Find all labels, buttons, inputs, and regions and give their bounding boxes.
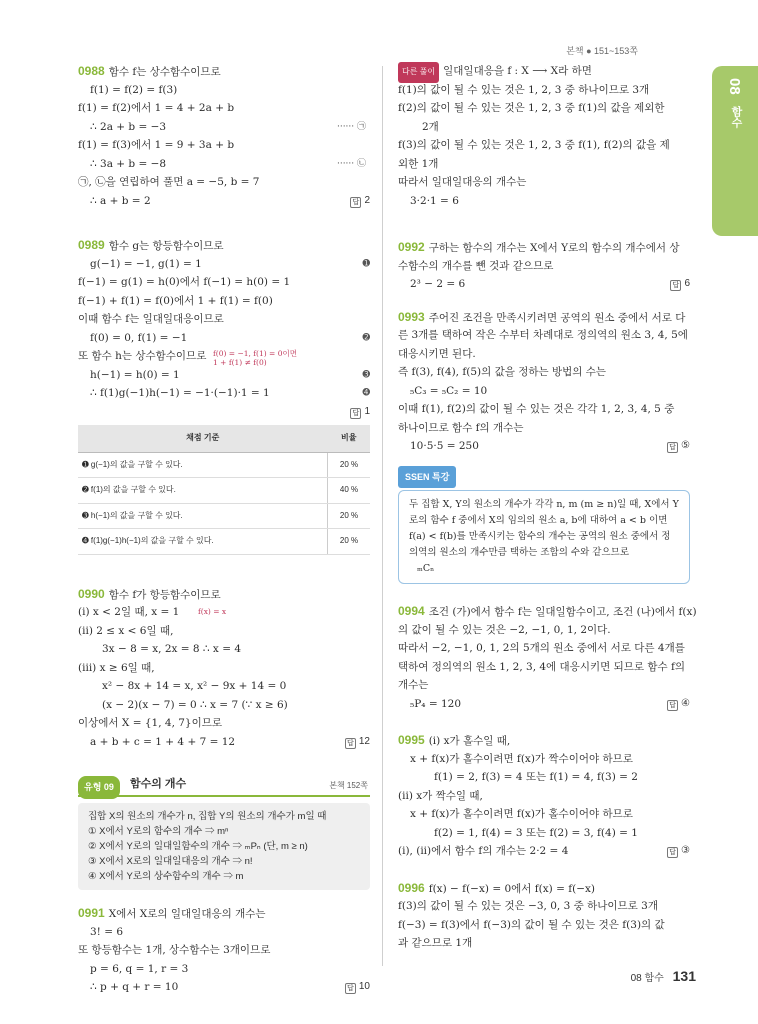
- table-cell: 20 %: [328, 529, 371, 555]
- step-marker: ➍: [362, 388, 370, 398]
- solution-line: x + f(x)가 홀수이려면 f(x)가 짝수이어야 하므로: [410, 752, 633, 765]
- problem-0992: [398, 238, 690, 294]
- scoring-table: [78, 425, 370, 555]
- page-header: [566, 44, 638, 57]
- answer-mark: [670, 275, 690, 294]
- equation-marker: ······ ㉡: [336, 158, 366, 169]
- answer-mark: [350, 403, 370, 422]
- answer-value: ④: [681, 697, 690, 709]
- problem-number: 0992: [398, 240, 425, 254]
- solution-line: f(1) = f(3)에서 1 = 9 + 3a + b: [78, 139, 235, 151]
- table-header: 채점 기준: [78, 425, 328, 452]
- problem-number: 0991: [78, 906, 105, 920]
- solution-line: 3! = 6: [90, 925, 124, 938]
- solution-line: 또 함수 h는 상수함수이므로: [78, 350, 207, 362]
- table-cell: 20 %: [328, 503, 371, 529]
- solution-line: 의 값이 될 수 있는 것은 −2, −1, 0, 1, 2이다.: [398, 623, 611, 636]
- solution-line: 이때 f(1), f(2)의 값이 될 수 있는 것은 각각 1, 2, 3, 4, 5 중: [398, 403, 675, 415]
- solution-line: 함수 f가 항등함수이므로: [108, 588, 221, 601]
- alt-solution-tag: 다른 풀이: [398, 62, 439, 83]
- solution-line: 함수 g는 항등함수이므로: [108, 240, 224, 252]
- solution-line: 일대일대응을 f : X ⟶ X라 하면: [443, 65, 592, 77]
- answer-icon: 답: [667, 847, 678, 858]
- answer-icon: 답: [345, 983, 356, 994]
- ssen-lecture: [398, 466, 690, 585]
- table-cell: ➍ f(1)g(−1)h(−1)의 값을 구할 수 있다.: [78, 529, 328, 555]
- answer-icon: 답: [345, 738, 356, 749]
- solution-line: 3·2·1 = 6: [410, 194, 459, 207]
- solution-line: 하나이므로 함수 f의 개수는: [398, 421, 524, 434]
- problem-0988: [78, 62, 370, 210]
- answer-value: ③: [681, 845, 690, 856]
- page-footer: [631, 968, 696, 984]
- problem-number: 0995: [398, 733, 425, 747]
- solution-line: x² − 8x + 14 = x, x² − 9x + 14 = 0: [102, 680, 287, 692]
- solution-line: ₅C₃ = ₅C₂ = 10: [410, 384, 488, 397]
- solution-line: (x − 2)(x − 7) = 0 ∴ x = 7 (∵ x ≥ 6): [102, 698, 288, 711]
- solution-line: 구하는 함수의 개수는 X에서 Y로의 함수의 개수에서 상: [428, 242, 680, 254]
- solution-line: (i), (ii)에서 함수 f의 개수는 2·2 = 4: [398, 845, 569, 857]
- answer-icon: 답: [670, 280, 681, 291]
- solution-line: ₅P₄ = 120: [410, 697, 461, 710]
- solution-line: X에서 X로의 일대일대응의 개수는: [108, 908, 266, 920]
- summary-line: ① X에서 Y로의 함수의 개수 ⇒ mⁿ: [88, 826, 229, 837]
- solution-line: f(x) − f(−x) = 0에서 f(x) = f(−x): [428, 882, 596, 895]
- footer-chapter: 08 함수: [630, 973, 664, 984]
- solution-line: f(1)의 값이 될 수 있는 것은 1, 2, 3 중 하나이므로 3개: [398, 83, 650, 96]
- header-text: 본책 ● 151~153쪽: [566, 46, 638, 56]
- solution-line: 10·5·5 = 250: [410, 440, 479, 452]
- problem-number: 0994: [398, 604, 425, 618]
- solution-line: 즉 f(3), f(4), f(5)의 값을 정하는 방법의 수는: [398, 366, 607, 378]
- summary-line: ② X에서 Y로의 일대일함수의 개수 ⇒ ₘPₙ (단, m ≥ n): [88, 841, 308, 852]
- type-title: 함수의 개수: [130, 778, 187, 790]
- type-box: [78, 773, 370, 890]
- solution-line: 함수 f는 상수함수이므로: [108, 66, 221, 78]
- answer-mark: [345, 733, 370, 752]
- spacer: [398, 294, 690, 308]
- solution-line: f(2) = 1, f(4) = 3 또는 f(2) = 3, f(4) = 1: [434, 826, 638, 839]
- table-cell: ➌ h(−1)의 값을 구할 수 있다.: [78, 503, 328, 529]
- table-cell: ➊ g(−1)의 값을 구할 수 있다.: [78, 452, 328, 478]
- solution-line: 2개: [422, 120, 439, 133]
- summary-line: ④ X에서 Y로의 상수함수의 개수 ⇒ m: [88, 871, 244, 882]
- answer-mark: [345, 978, 370, 997]
- solution-line: f(1) = f(2)에서 1 = 4 + 2a + b: [78, 102, 235, 114]
- problem-number: 0996: [398, 880, 425, 895]
- ssen-formula: ₘCₙ: [417, 563, 435, 574]
- solution-line: 주어진 조건을 만족시키려면 공역의 원소 중에서 서로 다: [428, 311, 686, 324]
- solution-line: 또 항등함수는 1개, 상수함수는 3개이므로: [78, 944, 271, 956]
- margin-annotation: f(x) = x: [198, 607, 227, 616]
- answer-value: 2: [364, 194, 370, 206]
- problem-0991: [78, 904, 370, 997]
- solution-line: 른 3개를 택하여 작은 수부터 차례대로 정의역의 원소 3, 4, 5에: [398, 329, 688, 341]
- answer-icon: 답: [350, 408, 361, 419]
- answer-icon: 답: [667, 442, 678, 453]
- step-marker: ➋: [362, 332, 370, 343]
- margin-annotation: f(0) = −1, f(1) = 0이면 1 + f(1) ≠ f(0): [213, 349, 297, 367]
- alternate-solution: [398, 62, 690, 210]
- answer-mark: [667, 842, 690, 861]
- solution-line: f(−1) + f(1) = f(0)에서 1 + f(1) = f(0): [78, 294, 273, 307]
- answer-mark: [667, 695, 690, 714]
- table-row: [78, 478, 370, 504]
- solution-line: 2³ − 2 = 6: [410, 278, 466, 290]
- spacer: [398, 861, 690, 879]
- answer-value: 1: [364, 405, 370, 417]
- solution-line: f(1) = f(2) = f(3): [90, 83, 178, 96]
- solution-line: 대응시키면 된다.: [398, 347, 476, 360]
- spacer: [78, 210, 370, 236]
- solution-line: (ii) 2 ≤ x < 6일 때,: [78, 624, 174, 637]
- problem-number: 0993: [398, 309, 425, 324]
- solution-line: (i) x < 2일 때, x = 1: [78, 606, 180, 618]
- ssen-text: 두 집합 X, Y의 원소의 개수가 각각 n, m (m ≥ n)일 때, X에서 Y로의 함수 f 중에서 X의 임의의 원소 a, b에 대하여 a < b 이면 f(a) < f(b)를 만족시키는 함수의 개수는 공역의 원소 중에서 정의역의 원소의 개수만큼 택하는 조합의 수와 같으므로: [409, 499, 679, 558]
- answer-value: 6: [684, 278, 690, 289]
- type-badge: 유형 09: [78, 776, 120, 799]
- type-header: [78, 773, 370, 797]
- problem-0989: [78, 236, 370, 555]
- solution-line: 개수는: [398, 679, 429, 691]
- chapter-tab: [712, 66, 758, 236]
- problem-number: 0989: [78, 238, 105, 252]
- solution-line: h(−1) = h(0) = 1: [90, 368, 180, 381]
- spacer: [398, 713, 690, 731]
- solution-line: f(1) = 2, f(3) = 4 또는 f(1) = 4, f(3) = 2: [434, 771, 638, 783]
- solution-line: f(2)의 값이 될 수 있는 것은 1, 2, 3 중 f(1)의 값을 제외한: [398, 102, 665, 114]
- solution-line: ∴ a + b = 2: [90, 194, 151, 207]
- answer-mark: [350, 192, 370, 211]
- answer-icon: 답: [667, 700, 678, 711]
- solution-line: p = 6, q = 1, r = 3: [90, 962, 189, 975]
- solution-line: ∴ 3a + b = −8: [90, 157, 167, 170]
- right-column: [398, 62, 697, 953]
- solution-line: 이상에서 X = {1, 4, 7}이므로: [78, 717, 223, 729]
- solution-line: 수함수의 개수를 뺀 것과 같으므로: [398, 259, 554, 272]
- solution-line: f(−3) = f(3)에서 f(−3)의 값이 될 수 있는 것은 f(3)의 값: [398, 918, 665, 931]
- problem-0993: [398, 308, 690, 456]
- solution-line: (ii) x가 짝수일 때,: [398, 789, 483, 802]
- solution-line: (iii) x ≥ 6일 때,: [78, 661, 155, 674]
- equation-marker: ······ ㉠: [336, 121, 366, 132]
- answer-mark: [667, 437, 690, 456]
- solution-line: 따라서 일대일대응의 개수는: [398, 176, 527, 188]
- summary-line: 집합 X의 원소의 개수가 n, 집합 Y의 원소의 개수가 m일 때: [88, 811, 327, 822]
- spacer: [78, 890, 370, 904]
- table-cell: 20 %: [328, 452, 371, 478]
- ssen-tag: SSEN 특강: [398, 466, 456, 489]
- summary-line: ③ X에서 X로의 일대일대응의 개수 ⇒ n!: [88, 856, 253, 867]
- spacer: [78, 555, 370, 585]
- solution-line: ∴ f(1)g(−1)h(−1) = −1·(−1)·1 = 1: [90, 387, 270, 399]
- solution-line: 따라서 −2, −1, 0, 1, 2의 5개의 원소 중에서 서로 다른 4개를: [398, 642, 685, 654]
- problem-0994: [398, 602, 697, 713]
- solution-line: ∴ 2a + b = −3: [90, 120, 167, 133]
- problem-0990: [78, 585, 370, 752]
- answer-value: ⑤: [681, 440, 690, 451]
- step-marker: ➌: [362, 369, 370, 380]
- table-cell: 40 %: [328, 478, 371, 504]
- ssen-box: [398, 490, 690, 584]
- chapter-name: 함수: [730, 106, 742, 128]
- problem-0995: [398, 731, 690, 861]
- solution-line: (i) x가 홀수일 때,: [428, 735, 511, 747]
- table-row: [78, 529, 370, 555]
- solution-line: 조건 (가)에서 함수 f는 일대일함수이고, 조건 (나)에서 f(x): [428, 606, 697, 618]
- problem-number: 0988: [78, 64, 105, 78]
- table-row: [78, 503, 370, 529]
- solution-line: 이때 함수 f는 일대일대응이므로: [78, 313, 224, 325]
- step-marker: ➊: [362, 258, 370, 269]
- spacer: [398, 584, 690, 602]
- solution-line: 과 같으므로 1개: [398, 937, 473, 949]
- page-number: 131: [672, 968, 696, 984]
- table-row: [78, 452, 370, 478]
- solution-line: 3x − 8 = x, 2x = 8 ∴ x = 4: [102, 643, 242, 655]
- type-reference: 본책 152쪽: [329, 781, 368, 790]
- solution-line: a + b + c = 1 + 4 + 7 = 12: [90, 735, 236, 748]
- solution-line: x + f(x)가 홀수이려면 f(x)가 홀수이어야 하므로: [410, 808, 633, 820]
- type-summary: [78, 803, 370, 890]
- solution-line: 택하여 정의역의 원소 1, 2, 3, 4에 대응시키면 되므로 함수 f의: [398, 660, 685, 673]
- column-divider: [382, 66, 383, 966]
- solution-line: ∴ p + q + r = 10: [90, 981, 179, 993]
- solution-line: g(−1) = −1, g(1) = 1: [90, 257, 202, 270]
- table-cell: ➋ f(1)의 값을 구할 수 있다.: [78, 478, 328, 504]
- answer-value: 12: [358, 735, 370, 747]
- spacer: [398, 210, 690, 238]
- problem-number: 0990: [78, 586, 105, 601]
- solution-line: f(−1) = g(1) = h(0)에서 f(−1) = h(0) = 1: [78, 276, 291, 288]
- left-column: [78, 62, 370, 997]
- solution-line: f(3)의 값이 될 수 있는 것은 −3, 0, 3 중 하나이므로 3개: [398, 900, 658, 912]
- solution-line: f(3)의 값이 될 수 있는 것은 1, 2, 3 중 f(1), f(2)의 값을 제: [398, 139, 670, 151]
- solution-line: f(0) = 0, f(1) = −1: [90, 331, 188, 344]
- table-header: 비율: [328, 425, 371, 452]
- problem-0996: [398, 879, 690, 953]
- solution-line: 외한 1개: [398, 157, 439, 170]
- solution-line: ㉠, ㉡을 연립하여 풀면 a = −5, b = 7: [78, 176, 260, 188]
- answer-value: 10: [358, 981, 370, 992]
- chapter-number: 08: [726, 78, 743, 95]
- answer-icon: 답: [350, 197, 361, 208]
